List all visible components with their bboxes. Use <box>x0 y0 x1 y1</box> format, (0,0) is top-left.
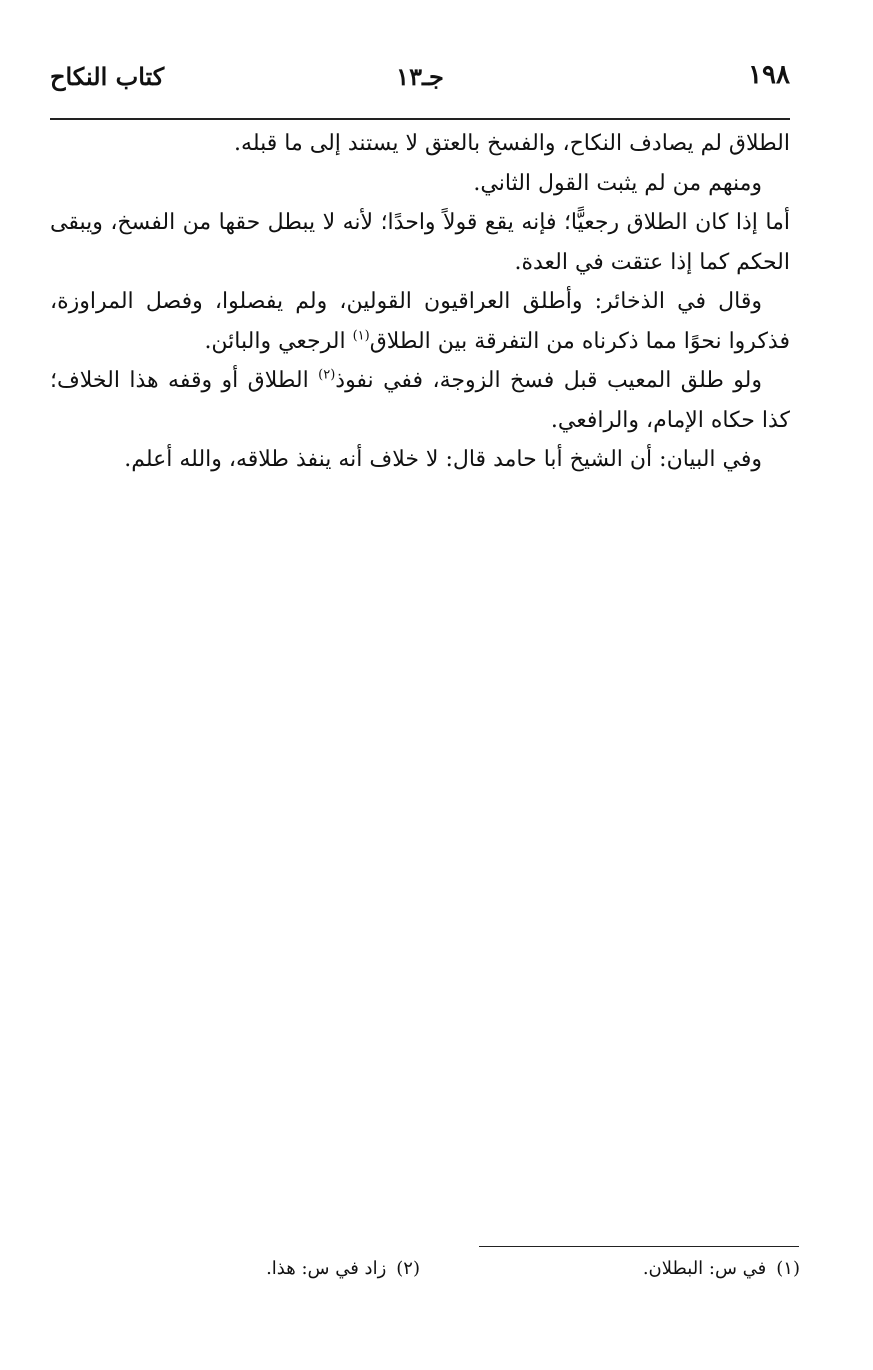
footnote <box>266 1258 420 1279</box>
paragraph: وفي البيان: أن الشيخ أبا حامد قال: لا خلاف أنه ينفذ طلاقه، والله أعلم. <box>124 447 762 472</box>
footnote-separator <box>479 1246 799 1247</box>
paragraph-text: الطلاق أو وقفه هذا الخلاف؛ كذا حكاه الإمام، والرافعي. <box>50 368 790 433</box>
footnote <box>643 1258 800 1279</box>
footnote-reference: (١) <box>352 328 370 344</box>
footnote-text: في س: البطلان. <box>642 1258 767 1279</box>
paragraph-text: وقال في الذخائر: وأطلق العراقيون القولين، ولم يفصلوا، وفصل المراوزة، فذكروا نحوًا مما ذكرناه من التفرقة بين الطلاق <box>50 289 790 354</box>
footnotes <box>50 1258 800 1294</box>
main-text <box>50 124 790 480</box>
volume-label: جـ١٣ <box>396 62 444 91</box>
header-rule <box>50 118 790 120</box>
running-head <box>50 60 790 100</box>
paragraph-text: ولو طلق المعيب قبل فسخ الزوجة، ففي نفوذ <box>335 368 762 393</box>
footnote-number: (٢) <box>396 1258 420 1279</box>
paragraph: أما إذا كان الطلاق رجعيًّا؛ فإنه يقع قولاً واحدًا؛ لأنه لا يبطل حقها من الفسخ، ويبقى الحكم كما إذا عتقت في العدة. <box>50 210 790 275</box>
footnote-number: (١) <box>776 1258 800 1279</box>
paragraph-text: الرجعي والبائن. <box>204 328 353 354</box>
footnote-text: زاد في س: هذا. <box>266 1258 387 1279</box>
paragraph: الطلاق لم يصادف النكاح، والفسخ بالعتق لا يستند إلى ما قبله. <box>234 131 790 156</box>
paragraph <box>50 282 790 361</box>
page-number: ١٩٨ <box>748 60 790 90</box>
paragraph <box>50 361 790 440</box>
book-title: كتاب النكاح <box>50 62 165 91</box>
paragraph: ومنهم من لم يثبت القول الثاني. <box>473 170 762 196</box>
footnote-reference: (٢) <box>318 367 336 383</box>
